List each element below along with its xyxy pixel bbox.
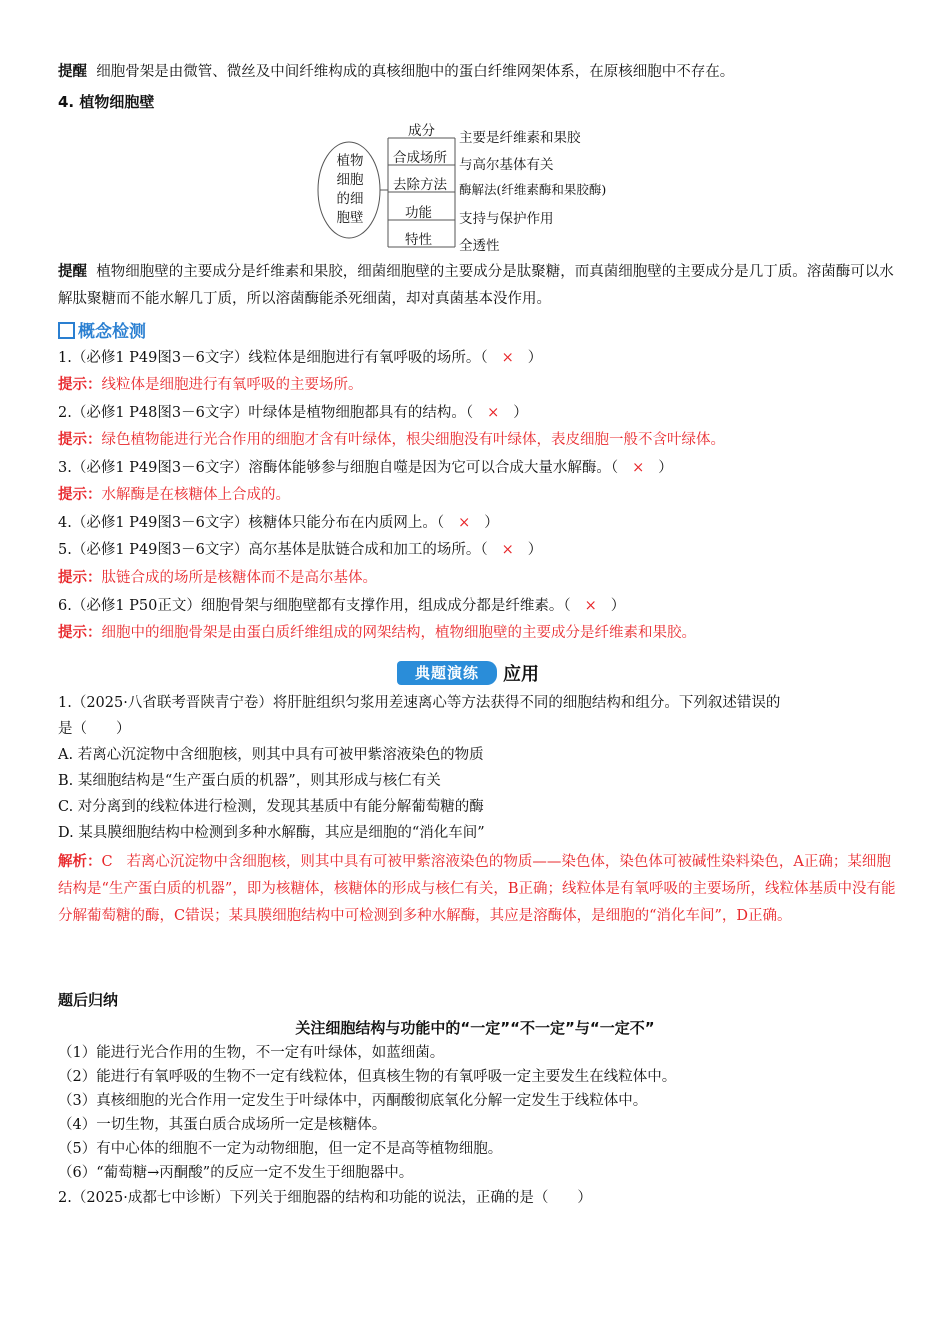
hint-text: 细胞中的细胞骨架是由蛋白质纤维组成的网架结构，植物细胞壁的主要成分是纤维素和果胶。 <box>101 625 696 641</box>
wrong-mark: × <box>501 350 514 366</box>
concept-question: 4.（必修1 P49图3－6文字）核糖体只能分布在内质网上。（ <box>58 515 445 531</box>
analysis-text: 若离心沉淀物中含细胞核，则其中具有可被甲紫溶液染色的物质——染色体，染色体可被碱性染料染色，A正确；某细胞结构是“生产蛋白质的机器”，即为核糖体，核糖体的形成与核仁有关，B正确；线粒体是有氧呼吸的主要场所，线粒体基质中没有能分解葡萄糖的酶，C错误；某具膜细胞结构中可检测到多种水解酶，其应是溶酶体，是细胞的“消化车间”，D正确。 <box>58 854 896 924</box>
tip-text: 植物细胞壁的主要成分是纤维素和果胶，细菌细胞壁的主要成分是肽聚糖，而真菌细胞壁的主要成分是几丁质。溶菌酶可以水解肽聚糖而不能水解几丁质，所以溶菌酶能杀死细菌，却对真菌基本没作用。 <box>58 264 894 307</box>
option-c: C. 对分离到的线粒体进行检测，发现其基质中有能分解葡萄糖的酶 <box>58 799 484 815</box>
concept-item-5 <box>58 540 542 560</box>
concept-question: 1.（必修1 P49图3－6文字）线粒体是细胞进行有氧呼吸的场所。（ <box>58 350 488 366</box>
question-1-stem: 1.（2025·八省联考晋陕青宁卷）将肝脏组织匀浆用差速离心等方法获得不同的细胞结构和组分。下列叙述错误的 <box>58 695 781 711</box>
diagram-value-removal-method: 酶解法(纤维素酶和果胶酶) <box>459 182 607 197</box>
question-2-stem: 2.（2025·成都七中诊断）下列关于细胞器的结构和功能的说法，正确的是（ ） <box>58 1190 592 1206</box>
summary-point-2: （2）能进行有氧呼吸的生物不一定有线粒体，但真核生物的有氧呼吸一定主要发生在线粒体中。 <box>58 1069 677 1085</box>
wrong-mark: × <box>632 460 645 476</box>
wrong-mark: × <box>458 515 471 531</box>
center-line: 的细 <box>336 191 364 207</box>
concept-question: 5.（必修1 P49图3－6文字）高尔基体是肽链合成和加工的场所。（ <box>58 542 488 558</box>
summary-title: 关注细胞结构与功能中的“一定”“不一定”与“一定不” <box>295 1019 655 1037</box>
banner-tag: 典题演练 <box>397 661 497 685</box>
checkbox-square-icon <box>58 322 75 339</box>
option-b: B. 某细胞结构是“生产蛋白质的机器”，则其形成与核仁有关 <box>58 773 441 789</box>
diagram-value-property: 全透性 <box>459 238 500 254</box>
hint-text: 绿色植物能进行光合作用的细胞才含有叶绿体，根尖细胞没有叶绿体，表皮细胞一般不含叶绿体。 <box>101 432 725 448</box>
concept-hint-1 <box>58 375 363 395</box>
tip-cell-wall <box>58 259 894 313</box>
tip-label: 提醒 <box>58 264 87 280</box>
tip-text: 细胞骨架是由微管、微丝及中间纤维构成的真核细胞中的蛋白纤维网架体系，在原核细胞中不存在。 <box>96 64 735 80</box>
hint-label: 提示： <box>58 377 102 393</box>
wrong-mark: × <box>584 598 597 614</box>
hint-label: 提示： <box>58 625 102 641</box>
wrong-mark: × <box>487 405 500 421</box>
question-1-analysis <box>58 849 900 930</box>
concept-hint-5 <box>58 568 377 588</box>
concept-hint-2 <box>58 430 725 450</box>
diagram-value-synthesis-site: 与高尔基体有关 <box>459 157 554 173</box>
bracket-close: ） <box>658 460 673 476</box>
concept-item-6 <box>58 596 625 616</box>
banner-title: 应用 <box>503 664 539 685</box>
concept-check-heading <box>58 322 146 342</box>
hint-text: 水解酶是在核糖体上合成的。 <box>101 487 290 503</box>
concept-hint-3 <box>58 485 290 505</box>
summary-point-4: （4）一切生物，其蛋白质合成场所一定是核糖体。 <box>58 1117 387 1133</box>
practice-banner <box>397 659 549 687</box>
summary-point-6: （6）“葡萄糖→丙酮酸”的反应一定不发生于细胞器中。 <box>58 1165 414 1181</box>
hint-label: 提示： <box>58 487 102 503</box>
diagram-value-function: 支持与保护作用 <box>459 211 554 227</box>
concept-item-2 <box>58 403 528 423</box>
concept-check-title: 概念检测 <box>78 322 146 342</box>
hint-text: 线粒体是细胞进行有氧呼吸的主要场所。 <box>101 377 363 393</box>
hint-label: 提示： <box>58 570 102 586</box>
bracket-close: ） <box>527 542 543 558</box>
bracket-close: ） <box>527 350 543 366</box>
tip-label: 提醒 <box>58 64 87 80</box>
bracket-close: ） <box>610 598 626 614</box>
center-line: 胞壁 <box>336 210 364 226</box>
center-line: 细胞 <box>336 172 364 188</box>
diagram-label-function: 功能 <box>405 205 432 221</box>
hint-text: 肽链合成的场所是核糖体而不是高尔基体。 <box>101 570 377 586</box>
diagram-label-composition: 成分 <box>408 123 435 139</box>
question-1-stem-cont: 是（ ） <box>58 721 131 737</box>
analysis-answer: C <box>101 854 113 870</box>
summary-point-5: （5）有中心体的细胞不一定为动物细胞，但一定不是高等植物细胞。 <box>58 1141 503 1157</box>
summary-heading: 题后归纳 <box>58 991 119 1009</box>
diagram-center-label <box>333 152 367 228</box>
concept-hint-6 <box>58 623 696 643</box>
summary-point-1: （1）能进行光合作用的生物，不一定有叶绿体，如蓝细菌。 <box>58 1045 445 1061</box>
analysis-label: 解析： <box>58 854 102 870</box>
option-a: A. 若离心沉淀物中含细胞核，则其中具有可被甲紫溶液染色的物质 <box>58 747 484 763</box>
concept-item-3 <box>58 458 673 478</box>
wrong-mark: × <box>501 542 514 558</box>
concept-question: 2.（必修1 P48图3－6文字）叶绿体是植物细胞都具有的结构。（ <box>58 405 474 421</box>
concept-item-4 <box>58 513 499 533</box>
center-line: 植物 <box>336 153 364 169</box>
section-title-plant-cell-wall: 4. 植物细胞壁 <box>58 93 155 111</box>
bracket-close: ） <box>513 405 528 421</box>
diagram-label-property: 特性 <box>405 232 432 248</box>
concept-question: 6.（必修1 P50正文）细胞骨架与细胞壁都有支撑作用，组成成分都是纤维素。（ <box>58 598 571 614</box>
diagram-label-removal-method: 去除方法 <box>393 177 447 193</box>
summary-point-3: （3）真核细胞的光合作用一定发生于叶绿体中，丙酮酸彻底氧化分解一定发生于线粒体中。 <box>58 1093 648 1109</box>
diagram-value-composition: 主要是纤维素和果胶 <box>459 130 581 146</box>
diagram-label-synthesis-site: 合成场所 <box>393 150 447 166</box>
concept-item-1 <box>58 348 542 368</box>
option-d: D. 某具膜细胞结构中检测到多种水解酶，其应是细胞的“消化车间” <box>58 825 485 841</box>
concept-question: 3.（必修1 P49图3－6文字）溶酶体能够参与细胞自噬是因为它可以合成大量水解酶。（ <box>58 460 619 476</box>
bracket-close: ） <box>484 515 499 531</box>
hint-label: 提示： <box>58 432 102 448</box>
